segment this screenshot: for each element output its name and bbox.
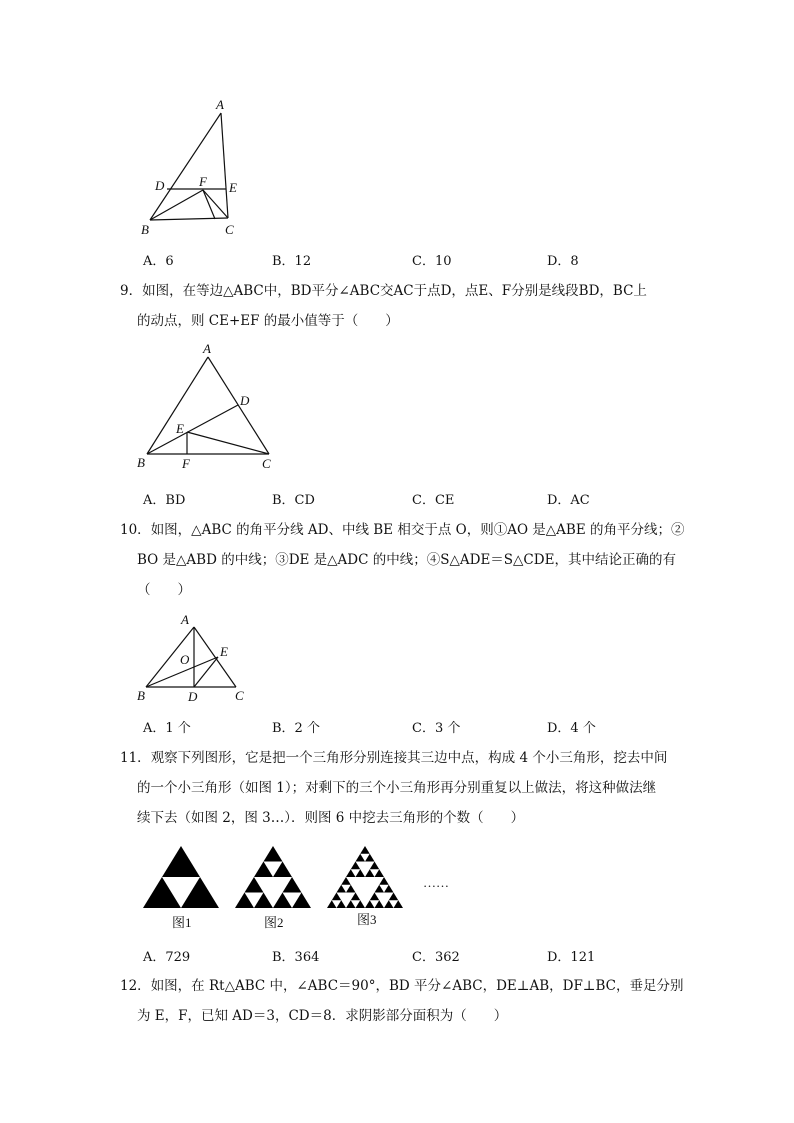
q8-option-d[interactable]: D．8 xyxy=(547,254,579,269)
q12-text-line1: 如图，在 Rt△ABC 中，∠ABC＝90°，BD 平分∠ABC，DE⊥AB，DF⊥BC，垂足分别 xyxy=(150,978,684,994)
sierpinski-stage-3 xyxy=(327,846,403,908)
q12-text-line2: 为 E，F，已知 AD＝3，CD＝8．求阴影部分面积为（ ） xyxy=(137,1008,508,1024)
q11-caption-3: 图3 xyxy=(357,912,377,927)
q9-label-d: D xyxy=(240,393,250,408)
q9-label-b: B xyxy=(137,455,145,470)
sierpinski-stage-1 xyxy=(143,846,219,908)
q9-equilateral-triangle-diagram xyxy=(135,340,285,475)
q8-label-c: C xyxy=(225,222,234,237)
q11-caption-2: 图2 xyxy=(264,915,284,930)
q10-label-o: O xyxy=(180,652,190,667)
q9-number: 9． xyxy=(120,283,143,299)
q11-sierpinski-figures xyxy=(135,838,475,934)
q8-label-f: F xyxy=(199,174,207,189)
q10-option-b[interactable]: B．2 个 xyxy=(272,721,320,736)
q9-options xyxy=(143,489,703,509)
q8-label-a: A xyxy=(216,97,224,112)
q9-text-line1: 如图，在等边△ABC中，BD平分∠ABC交AC于点D，点E、F分别是线段BD，BC上 xyxy=(142,283,647,299)
q11-ellipsis: …… xyxy=(423,875,449,890)
q10-label-c: C xyxy=(235,688,244,703)
q8-option-a[interactable]: A．6 xyxy=(143,254,174,269)
q9-stem xyxy=(120,276,680,336)
q9-option-c[interactable]: C．CE xyxy=(412,493,455,508)
q12-number: 12． xyxy=(120,978,151,994)
q8-label-d: D xyxy=(155,178,165,193)
q9-label-c: C xyxy=(262,456,271,471)
q9-figure xyxy=(135,340,285,475)
q11-option-b[interactable]: B．364 xyxy=(272,950,320,965)
q10-option-a[interactable]: A．1 个 xyxy=(143,721,191,736)
q10-label-a: A xyxy=(181,612,189,627)
q9-label-f: F xyxy=(182,456,190,471)
q11-option-c[interactable]: C．362 xyxy=(412,950,460,965)
q10-text-line1: 如图，△ABC 的角平分线 AD、中线 BE 相交于点 O，则①AO 是△ABE 的角平分线；② xyxy=(150,522,685,538)
q8-option-b[interactable]: B．12 xyxy=(272,254,312,269)
q10-triangle-diagram xyxy=(135,610,255,705)
q8-label-e: E xyxy=(229,180,237,195)
q10-label-b: B xyxy=(137,688,145,703)
q10-options xyxy=(143,717,703,737)
q8-label-b: B xyxy=(141,222,149,237)
q10-label-e: E xyxy=(220,644,228,659)
q11-option-a[interactable]: A．729 xyxy=(143,950,191,965)
q10-option-c[interactable]: C．3 个 xyxy=(412,721,461,736)
q8-option-c[interactable]: C．10 xyxy=(412,254,452,269)
q10-option-d[interactable]: D．4 个 xyxy=(547,721,596,736)
q8-triangle-diagram xyxy=(135,95,255,240)
q9-label-a: A xyxy=(203,341,211,356)
q9-option-d[interactable]: D．AC xyxy=(547,493,590,508)
q10-number: 10． xyxy=(120,522,151,538)
q11-option-d[interactable]: D．121 xyxy=(547,950,596,965)
q9-option-a[interactable]: A．BD xyxy=(143,493,186,508)
q11-text-line3: 续下去（如图 2，图 3…）．则图 6 中挖去三角形的个数（ ） xyxy=(137,810,525,826)
q8-options xyxy=(143,250,703,270)
q10-label-d: D xyxy=(188,689,198,704)
q10-text-line2: BO 是△ABD 的中线；③DE 是△ADC 的中线；④S△ADE＝S△CDE，其中结论正确的有 xyxy=(137,552,676,568)
q11-figure xyxy=(135,838,475,934)
q11-options xyxy=(143,946,703,966)
q10-figure xyxy=(135,610,255,705)
q11-number: 11． xyxy=(120,750,151,766)
q11-stem xyxy=(120,743,680,833)
q12-stem xyxy=(120,971,684,1031)
q11-text-line2: 的一个小三角形（如图 1）；对剩下的三个小三角形再分别重复以上做法，将这种做法继 xyxy=(137,780,657,796)
q11-text-line1: 观察下列图形，它是把一个三角形分别连接其三边中点，构成 4 个小三角形，挖去中间 xyxy=(150,750,668,766)
q9-text-line2: 的动点，则 CE+EF 的最小值等于（ ） xyxy=(137,313,399,329)
q10-text-line3: （ ） xyxy=(137,582,191,598)
q10-stem xyxy=(120,515,685,605)
q9-option-b[interactable]: B．CD xyxy=(272,493,315,508)
q11-caption-1: 图1 xyxy=(172,915,192,930)
q9-label-e: E xyxy=(176,421,184,436)
sierpinski-stage-2 xyxy=(235,846,311,908)
q8-figure xyxy=(135,95,255,240)
